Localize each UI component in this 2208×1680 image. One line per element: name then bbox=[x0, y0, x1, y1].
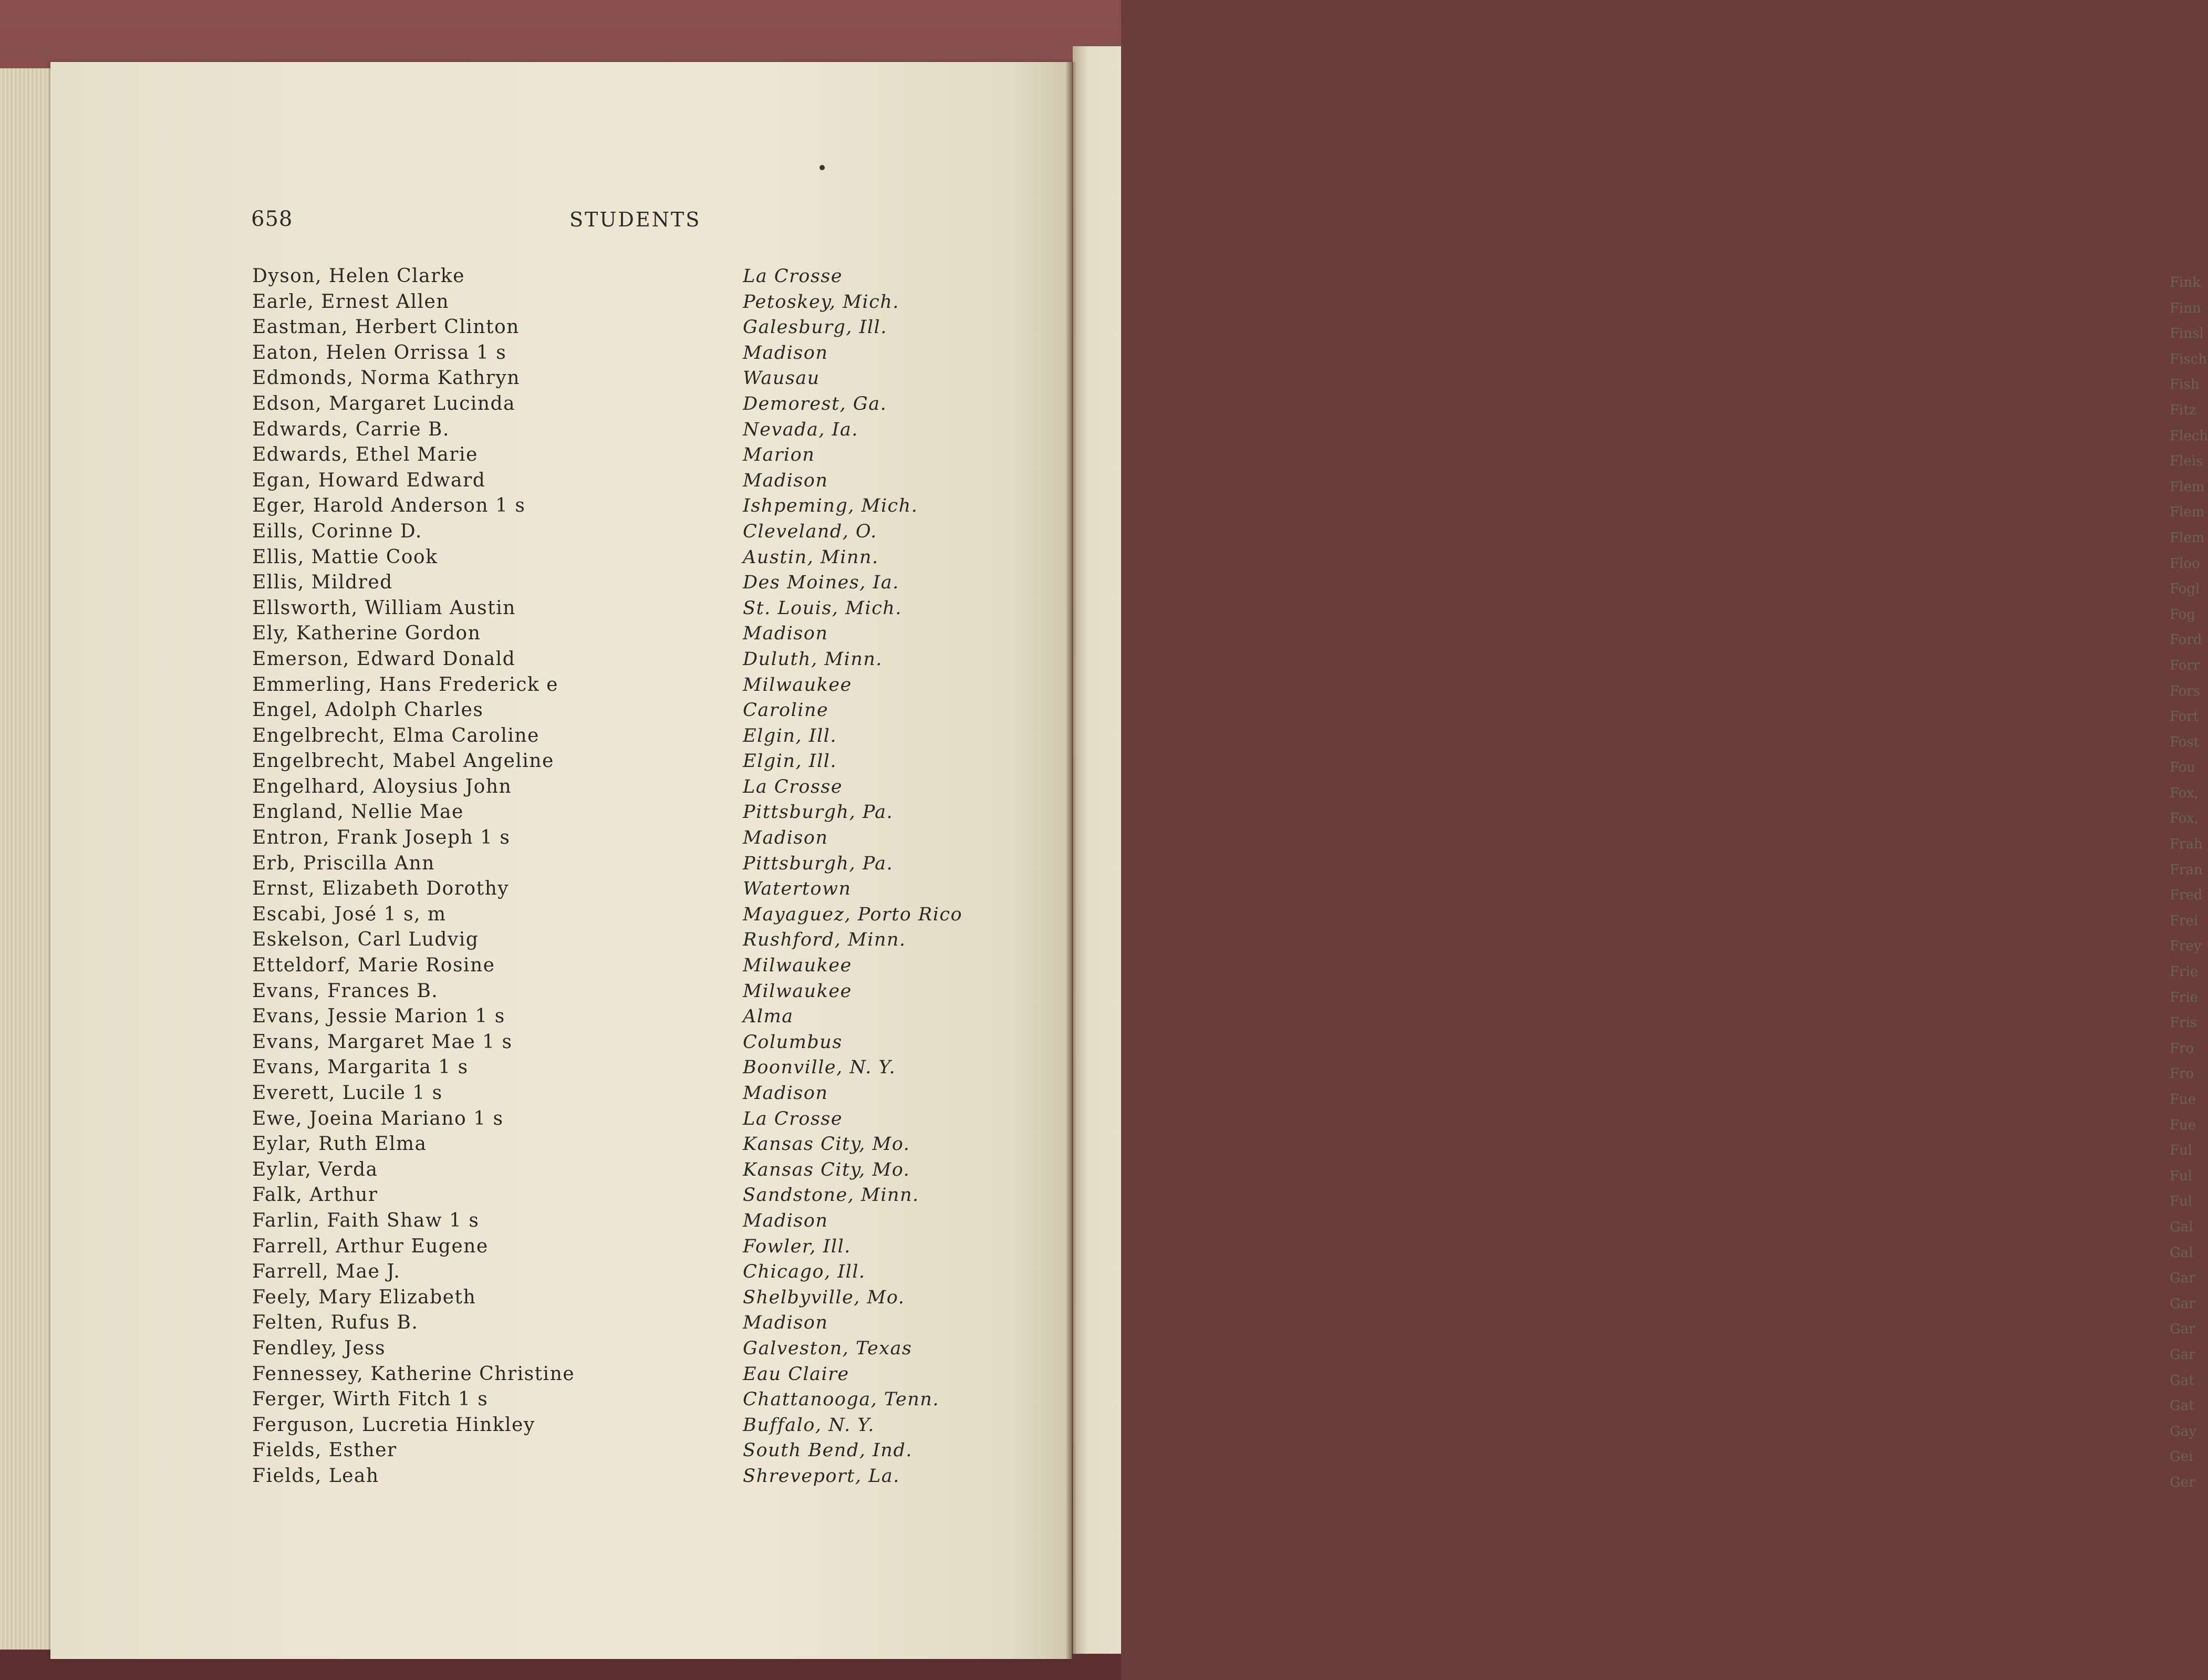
edge-index-column bbox=[2170, 270, 2208, 1496]
edge-index-entry: Fou bbox=[2170, 760, 2196, 776]
student-name: Eylar, Verda bbox=[252, 1158, 378, 1180]
list-item bbox=[252, 545, 998, 571]
student-name: Evans, Margaret Mae 1 s bbox=[252, 1031, 513, 1053]
list-item bbox=[252, 647, 998, 672]
student-name: Ellis, Mildred bbox=[252, 572, 393, 594]
student-hometown: Shreveport, La. bbox=[743, 1465, 900, 1487]
student-hometown: Chicago, Ill. bbox=[743, 1261, 866, 1283]
student-name: England, Nellie Mae bbox=[252, 801, 464, 823]
list-item bbox=[252, 1310, 998, 1336]
list-item bbox=[252, 1413, 998, 1438]
student-name: Engelbrecht, Mabel Angeline bbox=[252, 750, 554, 772]
student-hometown: Mayaguez, Porto Rico bbox=[743, 904, 963, 925]
student-name: Falk, Arthur bbox=[252, 1184, 378, 1206]
student-name: Everett, Lucile 1 s bbox=[252, 1082, 443, 1104]
student-hometown: Marion bbox=[743, 444, 815, 466]
student-hometown: La Crosse bbox=[743, 776, 843, 797]
edge-index-entry: Frah bbox=[2170, 836, 2203, 853]
list-item bbox=[252, 366, 998, 391]
list-item bbox=[252, 1208, 998, 1234]
student-hometown: Galesburg, Ill. bbox=[743, 317, 887, 338]
book-gutter bbox=[1065, 62, 1076, 1659]
list-item bbox=[252, 953, 998, 979]
student-name: Eskelson, Carl Ludvig bbox=[252, 929, 479, 951]
student-hometown: Boonville, N. Y. bbox=[743, 1057, 896, 1078]
list-item bbox=[252, 851, 998, 877]
edge-index-entry: Fred bbox=[2170, 887, 2203, 904]
page-edges bbox=[0, 68, 54, 1650]
book-page bbox=[50, 62, 1072, 1659]
student-name: Farrell, Arthur Eugene bbox=[252, 1235, 489, 1257]
student-hometown: Galveston, Texas bbox=[743, 1337, 913, 1359]
student-name: Erb, Priscilla Ann bbox=[252, 852, 435, 874]
student-name: Eaton, Helen Orrissa 1 s bbox=[252, 341, 507, 364]
student-name: Feely, Mary Elizabeth bbox=[252, 1286, 476, 1308]
edge-index-entry: Fish bbox=[2170, 377, 2200, 393]
student-list bbox=[252, 264, 998, 1489]
edge-index-entry: Gat bbox=[2170, 1398, 2194, 1414]
student-hometown: Austin, Minn. bbox=[743, 546, 879, 568]
list-item bbox=[252, 1362, 998, 1387]
edge-index-entry: Ford bbox=[2170, 632, 2202, 648]
edge-index-entry: Fox, bbox=[2170, 785, 2199, 801]
student-hometown: Milwaukee bbox=[743, 955, 852, 977]
list-item bbox=[252, 927, 998, 953]
edge-index-entry: Finsl bbox=[2170, 326, 2204, 342]
student-hometown: Milwaukee bbox=[743, 674, 852, 696]
student-hometown: Madison bbox=[743, 623, 828, 645]
student-hometown: Demorest, Ga. bbox=[743, 393, 887, 414]
student-name: Entron, Frank Joseph 1 s bbox=[252, 827, 511, 849]
list-item bbox=[252, 596, 998, 621]
student-name: Fendley, Jess bbox=[252, 1337, 386, 1359]
student-hometown: Chattanooga, Tenn. bbox=[743, 1389, 939, 1411]
edge-index-entry: Frie bbox=[2170, 964, 2199, 980]
list-item bbox=[252, 442, 998, 468]
student-name: Edson, Margaret Lucinda bbox=[252, 392, 515, 414]
list-item bbox=[252, 519, 998, 545]
list-item bbox=[252, 1464, 998, 1489]
edge-index-entry: Frie bbox=[2170, 989, 2199, 1005]
student-name: Ferguson, Lucretia Hinkley bbox=[252, 1414, 535, 1436]
edge-index-entry: Gal bbox=[2170, 1245, 2193, 1261]
student-name: Eylar, Ruth Elma bbox=[252, 1133, 427, 1155]
student-hometown: Watertown bbox=[743, 878, 852, 900]
list-item bbox=[252, 749, 998, 774]
student-name: Emmerling, Hans Frederick e bbox=[252, 673, 558, 696]
list-item bbox=[252, 468, 998, 494]
edge-index-entry: Fris bbox=[2170, 1015, 2197, 1031]
list-item bbox=[252, 1157, 998, 1183]
list-item bbox=[252, 264, 998, 289]
edge-index-entry: Fog bbox=[2170, 606, 2195, 623]
edge-index-entry: Fogl bbox=[2170, 581, 2200, 597]
student-hometown: Pittsburgh, Pa. bbox=[743, 802, 894, 823]
edge-index-entry: Floo bbox=[2170, 555, 2200, 572]
list-item bbox=[252, 1183, 998, 1208]
edge-index-entry: Fort bbox=[2170, 709, 2199, 725]
student-name: Eger, Harold Anderson 1 s bbox=[252, 495, 526, 517]
list-item bbox=[252, 1387, 998, 1413]
student-name: Farrell, Mae J. bbox=[252, 1261, 401, 1283]
student-hometown: Nevada, Ia. bbox=[743, 419, 858, 440]
student-hometown: Madison bbox=[743, 1210, 828, 1231]
student-hometown: Madison bbox=[743, 827, 828, 849]
student-hometown: Madison bbox=[743, 1083, 828, 1104]
edge-index-entry: Frei bbox=[2170, 912, 2199, 929]
student-hometown: Petoskey, Mich. bbox=[743, 291, 899, 313]
list-item bbox=[252, 1132, 998, 1157]
list-item bbox=[252, 902, 998, 928]
student-name: Escabi, José 1 s, m bbox=[252, 903, 447, 925]
edge-index-entry: Gay bbox=[2170, 1423, 2196, 1439]
list-item bbox=[252, 876, 998, 902]
edge-index-entry: Gei bbox=[2170, 1449, 2193, 1465]
edge-index-entry: Flech bbox=[2170, 428, 2208, 444]
list-item bbox=[252, 340, 998, 366]
list-item bbox=[252, 1285, 998, 1311]
student-name: Emerson, Edward Donald bbox=[252, 648, 516, 670]
student-name: Ewe, Joeina Mariano 1 s bbox=[252, 1107, 504, 1129]
student-hometown: Ishpeming, Mich. bbox=[743, 495, 918, 517]
edge-index-entry: Fran bbox=[2170, 862, 2203, 878]
next-page-edge bbox=[1073, 46, 2208, 1654]
student-name: Edwards, Carrie B. bbox=[252, 418, 450, 440]
edge-index-entry: Fox, bbox=[2170, 811, 2199, 827]
student-name: Earle, Ernest Allen bbox=[252, 291, 450, 313]
edge-index-entry: Fors bbox=[2170, 683, 2201, 699]
edge-index-entry: Ger bbox=[2170, 1474, 2195, 1490]
student-name: Etteldorf, Marie Rosine bbox=[252, 955, 495, 977]
student-name: Ernst, Elizabeth Dorothy bbox=[252, 878, 510, 900]
list-item bbox=[252, 1336, 998, 1362]
student-name: Engelhard, Aloysius John bbox=[252, 775, 512, 797]
student-hometown: Elgin, Ill. bbox=[743, 751, 837, 772]
edge-index-entry: Ful bbox=[2170, 1168, 2193, 1184]
edge-index-entry: Ful bbox=[2170, 1194, 2193, 1210]
edge-index-entry: Fleis bbox=[2170, 453, 2203, 470]
student-name: Evans, Margarita 1 s bbox=[252, 1056, 469, 1078]
student-name: Ferger, Wirth Fitch 1 s bbox=[252, 1388, 489, 1411]
list-item bbox=[252, 289, 998, 315]
list-item bbox=[252, 1004, 998, 1030]
edge-index-entry: Gal bbox=[2170, 1219, 2193, 1235]
student-hometown: South Bend, Ind. bbox=[743, 1440, 913, 1461]
section-title: STUDENTS bbox=[569, 208, 701, 231]
student-hometown: Duluth, Minn. bbox=[743, 648, 883, 670]
student-name: Edwards, Ethel Marie bbox=[252, 444, 478, 466]
student-hometown: Columbus bbox=[743, 1031, 843, 1053]
list-item bbox=[252, 1438, 998, 1464]
list-item bbox=[252, 417, 998, 443]
student-hometown: Elgin, Ill. bbox=[743, 725, 837, 746]
edge-index-entry: Flem bbox=[2170, 479, 2205, 495]
student-hometown: Pittsburgh, Pa. bbox=[743, 853, 894, 874]
edge-index-entry: Fue bbox=[2170, 1092, 2196, 1107]
student-name: Egan, Howard Edward bbox=[252, 469, 486, 491]
edge-index-entry: Gar bbox=[2170, 1270, 2195, 1287]
student-hometown: Milwaukee bbox=[743, 980, 852, 1002]
list-item bbox=[252, 621, 998, 647]
student-name: Ellis, Mattie Cook bbox=[252, 546, 438, 568]
list-item bbox=[252, 315, 998, 340]
student-name: Eills, Corinne D. bbox=[252, 520, 422, 542]
student-hometown: Fowler, Ill. bbox=[743, 1236, 851, 1257]
list-item bbox=[252, 698, 998, 723]
student-hometown: St. Louis, Mich. bbox=[743, 597, 902, 619]
edge-index-entry: Fink bbox=[2170, 275, 2201, 291]
list-item bbox=[252, 1234, 998, 1260]
student-hometown: Des Moines, Ia. bbox=[743, 572, 899, 594]
edge-index-entry: Fisch bbox=[2170, 351, 2207, 367]
student-name: Ellsworth, William Austin bbox=[252, 597, 516, 619]
student-hometown: Eau Claire bbox=[743, 1363, 849, 1385]
student-hometown: Cleveland, O. bbox=[743, 521, 877, 542]
student-name: Farlin, Faith Shaw 1 s bbox=[252, 1209, 480, 1231]
student-name: Eastman, Herbert Clinton bbox=[252, 316, 520, 338]
edge-index-entry: Gar bbox=[2170, 1321, 2195, 1337]
student-hometown: Shelbyville, Mo. bbox=[743, 1287, 905, 1308]
edge-index-entry: Flem bbox=[2170, 530, 2205, 546]
list-item bbox=[252, 570, 998, 596]
student-name: Ely, Katherine Gordon bbox=[252, 623, 481, 645]
list-item bbox=[252, 672, 998, 698]
edge-index-entry: Finn bbox=[2170, 300, 2201, 316]
edge-index-entry: Gar bbox=[2170, 1346, 2195, 1363]
student-hometown: Kansas City, Mo. bbox=[743, 1159, 910, 1180]
list-item bbox=[252, 1259, 998, 1285]
student-name: Dyson, Helen Clarke bbox=[252, 265, 465, 287]
edge-index-entry: Ful bbox=[2170, 1143, 2193, 1159]
list-item bbox=[252, 1030, 998, 1055]
list-item bbox=[252, 1106, 998, 1132]
list-item bbox=[252, 723, 998, 749]
student-hometown: La Crosse bbox=[743, 1108, 843, 1129]
list-item bbox=[252, 979, 998, 1004]
student-hometown: La Crosse bbox=[743, 266, 843, 287]
list-item bbox=[252, 1081, 998, 1106]
page-number: 658 bbox=[251, 207, 293, 231]
student-hometown: Madison bbox=[743, 1312, 828, 1334]
list-item bbox=[252, 774, 998, 800]
student-name: Engelbrecht, Elma Caroline bbox=[252, 724, 540, 746]
edge-index-entry: Gat bbox=[2170, 1372, 2194, 1388]
edge-index-entry: Forr bbox=[2170, 657, 2200, 673]
student-name: Felten, Rufus B. bbox=[252, 1312, 419, 1334]
student-hometown: Kansas City, Mo. bbox=[743, 1134, 910, 1155]
student-hometown: Rushford, Minn. bbox=[743, 929, 906, 951]
list-item bbox=[252, 493, 998, 519]
list-item bbox=[252, 1055, 998, 1081]
edge-index-entry: Fue bbox=[2170, 1117, 2196, 1133]
running-head bbox=[50, 207, 1072, 233]
student-hometown: Wausau bbox=[743, 368, 820, 389]
student-hometown: Sandstone, Minn. bbox=[743, 1185, 919, 1206]
student-name: Evans, Jessie Marion 1 s bbox=[252, 1005, 505, 1028]
list-item bbox=[252, 825, 998, 851]
edge-index-entry: Fro bbox=[2170, 1040, 2194, 1056]
student-name: Fennessey, Katherine Christine bbox=[252, 1363, 575, 1385]
edge-index-entry: Fro bbox=[2170, 1066, 2194, 1082]
edge-index-entry: Frey bbox=[2170, 938, 2202, 955]
student-hometown: Alma bbox=[743, 1006, 794, 1028]
edge-index-entry: Fost bbox=[2170, 734, 2200, 750]
edge-index-entry: Gar bbox=[2170, 1295, 2195, 1312]
student-name: Engel, Adolph Charles bbox=[252, 699, 484, 721]
list-item bbox=[252, 800, 998, 825]
student-name: Fields, Esther bbox=[252, 1439, 397, 1461]
edge-index-entry: Fitz bbox=[2170, 402, 2196, 418]
student-name: Fields, Leah bbox=[252, 1465, 379, 1487]
student-name: Edmonds, Norma Kathryn bbox=[252, 367, 520, 389]
student-hometown: Caroline bbox=[743, 700, 829, 721]
list-item bbox=[252, 391, 998, 417]
student-hometown: Madison bbox=[743, 342, 828, 364]
student-hometown: Madison bbox=[743, 470, 828, 491]
student-name: Evans, Frances B. bbox=[252, 980, 439, 1002]
edge-index-entry: Flem bbox=[2170, 504, 2205, 521]
student-hometown: Buffalo, N. Y. bbox=[743, 1414, 875, 1436]
ink-dot bbox=[820, 165, 825, 170]
